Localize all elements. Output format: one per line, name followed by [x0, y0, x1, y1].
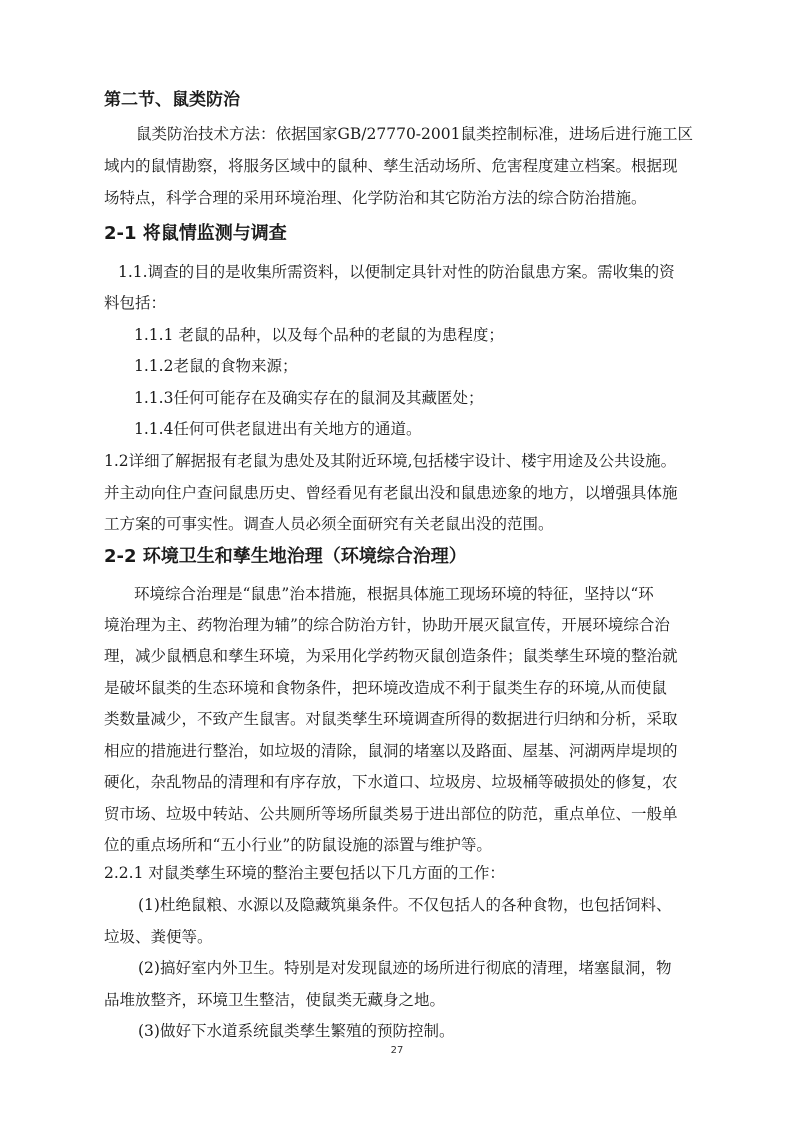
subsection-heading: 2-1 将鼠情监测与调查: [104, 223, 287, 244]
paragraph-line: 1.2详细了解据报有老鼠为患处及其附近环境,包括楼宇设计、楼宇用途及公共设施。: [104, 452, 677, 470]
list-item: (3)做好下水道系统鼠类孳生繁殖的预防控制。: [138, 1022, 455, 1040]
list-item: 1.1.1 老鼠的品种，以及每个品种的老鼠的为患程度；: [134, 326, 504, 344]
paragraph-line: 域内的鼠情勘察，将服务区域中的鼠种、孳生活动场所、危害程度建立档案。根据现: [104, 157, 678, 175]
paragraph-line: 1.1.调查的目的是收集所需资料，以便制定具针对性的防治鼠患方案。需收集的资: [118, 263, 675, 281]
subsection-heading: 2-2 环境卫生和孳生地治理（环境综合治理）: [104, 546, 467, 567]
paragraph-line: 场特点，科学合理的采用环境治理、化学防治和其它防治方法的综合防治措施。: [104, 189, 647, 207]
paragraph-line: 垃圾、粪便等。: [104, 928, 213, 946]
list-item: (2)搞好室内外卫生。特别是对发现鼠迹的场所进行彻底的清理，堵塞鼠洞，物: [138, 959, 672, 977]
paragraph-line: 类数量减少，不致产生鼠害。对鼠类孳生环境调查所得的数据进行归纳和分析，采取: [104, 710, 678, 728]
paragraph-line: 2.2.1 对鼠类孳生环境的整治主要包括以下几方面的工作：: [104, 864, 505, 882]
list-item: (1)杜绝鼠粮、水源以及隐藏筑巢条件。不仅包括人的各种食物，也包括饲料、: [138, 896, 672, 914]
paragraph-line: 工方案的可事实性。调查人员必须全面研究有关老鼠出没的范围。: [104, 515, 554, 533]
list-item: 1.1.2老鼠的食物来源；: [134, 357, 298, 375]
paragraph-line: 相应的措施进行整治，如垃圾的清除，鼠洞的堵塞以及路面、屋基、河湖两岸堤坝的: [104, 742, 678, 760]
list-item: 1.1.4任何可供老鼠进出有关地方的通道。: [134, 420, 422, 438]
section-title: 第二节、鼠类防治: [104, 90, 240, 110]
list-item: 1.1.3任何可能存在及确实存在的鼠洞及其藏匿处；: [134, 389, 484, 407]
paragraph-line: 境治理为主、药物治理为辅”的综合防治方针，协助开展灭鼠宣传，开展环境综合治: [104, 616, 670, 634]
paragraph-line: 并主动向住户查问鼠患历史、曾经看见有老鼠出没和鼠患迹象的地方，以增强具体施: [104, 484, 678, 502]
paragraph-line: 贸市场、垃圾中转站、公共厕所等场所鼠类易于进出部位的防范，重点单位、一般单: [104, 805, 678, 823]
paragraph-line: 理，减少鼠栖息和孳生环境，为采用化学药物灭鼠创造条件；鼠类孳生环境的整治就: [104, 647, 678, 665]
paragraph-line: 鼠类防治技术方法：依据国家GB/27770-2001鼠类控制标准，进场后进行施工区: [136, 125, 693, 143]
page-number: 27: [390, 1045, 404, 1056]
paragraph-line: 环境综合治理是“鼠患”治本措施，根据具体施工现场环境的特征，坚持以“环: [134, 585, 654, 603]
paragraph-line: 是破坏鼠类的生态环境和食物条件，把环境改造成不利于鼠类生存的环境,从而使鼠: [104, 679, 667, 697]
paragraph-line: 品堆放整齐，环境卫生整洁，使鼠类无藏身之地。: [104, 991, 446, 1009]
paragraph-line: 料包括：: [104, 294, 167, 312]
paragraph-line: 硬化，杂乱物品的清理和有序存放，下水道口、垃圾房、垃圾桶等破损处的修复，农: [104, 773, 678, 791]
paragraph-line: 位的重点场所和“五小行业”的防鼠设施的添置与维护等。: [104, 836, 492, 854]
